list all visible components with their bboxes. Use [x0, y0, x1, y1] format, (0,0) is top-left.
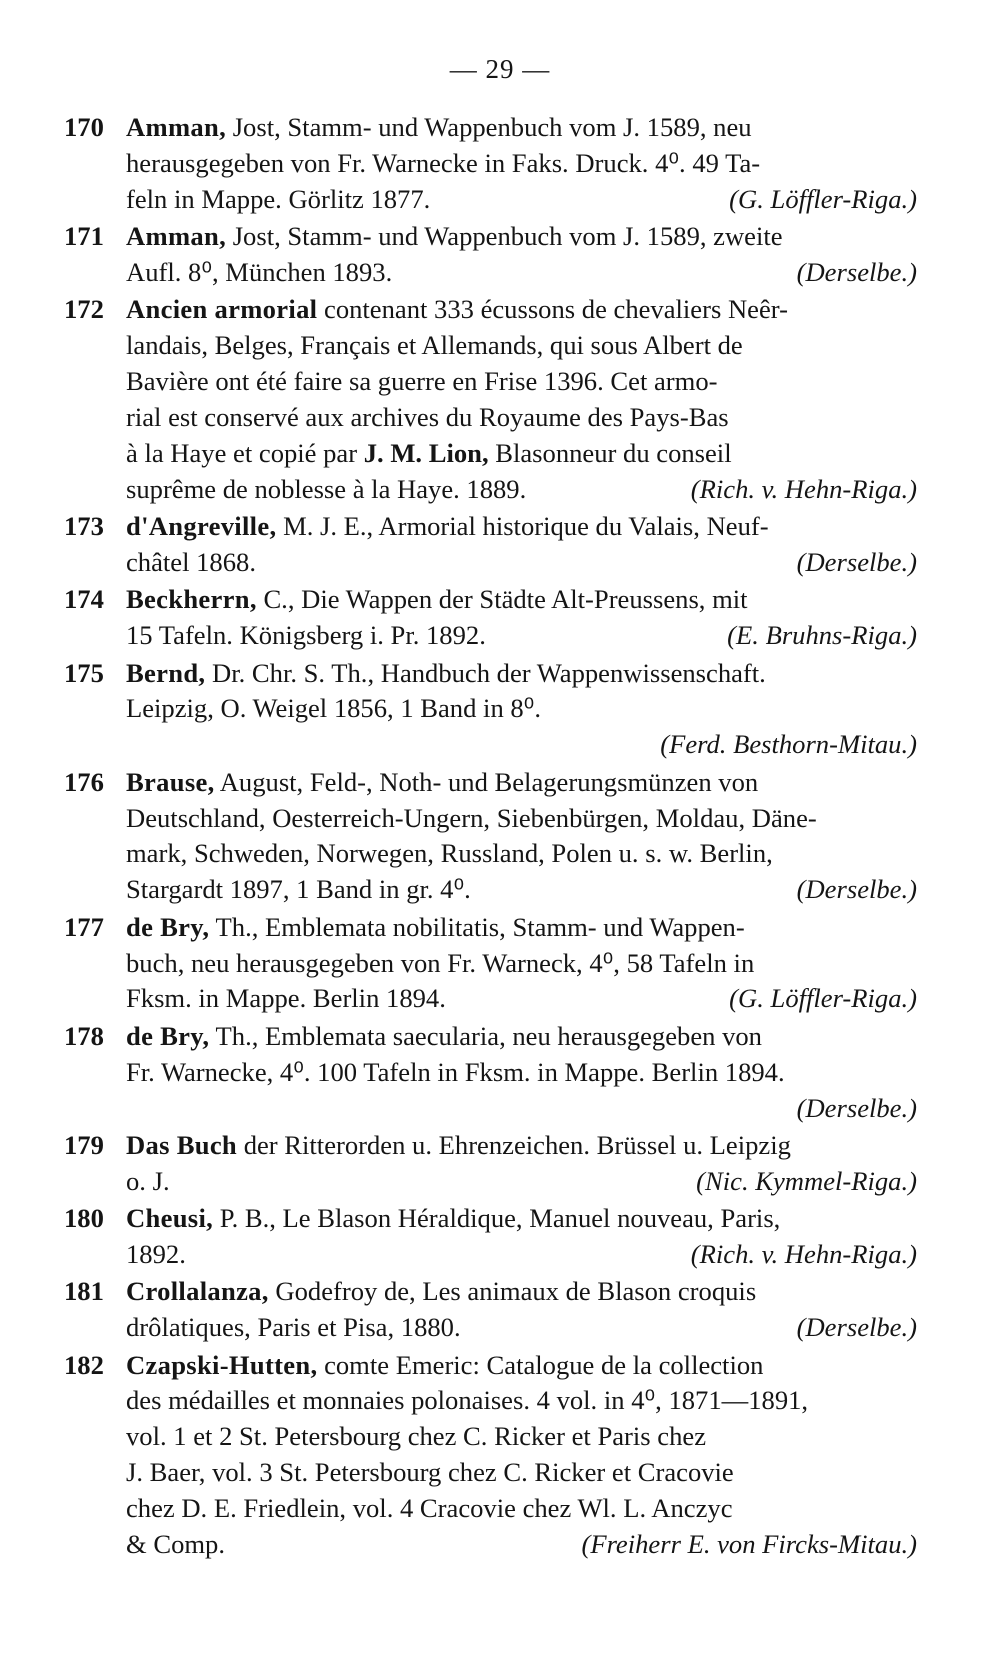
entry-text: Blasonneur du conseil — [488, 437, 732, 468]
entry-text: suprême de noblesse à la Haye. 1889. — [126, 473, 527, 504]
catalog-entry — [64, 910, 939, 1018]
entry-source: (G. Löffler-Riga.) — [729, 183, 917, 214]
entry-text-line — [126, 1201, 939, 1237]
entry-text-line: Fr. Warnecke, 4⁰. 100 Tafeln in Fksm. in Mappe. Berlin 1894. — [126, 1056, 785, 1087]
page-number: — 29 — — [449, 54, 551, 84]
entry-text-line — [126, 872, 939, 908]
entry-source: (G. Löffler-Riga.) — [729, 983, 917, 1014]
entry-text: Aufl. 8⁰, München 1893. — [126, 257, 393, 288]
entry-text: comte Emeric: Catalogue de la collection — [324, 1349, 764, 1380]
catalog-entry — [64, 292, 939, 507]
catalog-entry — [64, 1019, 939, 1127]
entry-source: (Rich. v. Hehn-Riga.) — [690, 473, 917, 504]
entry-text-line — [126, 509, 939, 545]
entry-text: Jost, Stamm- und Wappenbuch vom J. 1589, neu — [232, 112, 752, 142]
entry-number: 174 — [64, 584, 104, 615]
entry-number: 176 — [64, 766, 104, 797]
entry-text: P. B., Le Blason Héraldique, Manuel nouveau, Paris, — [219, 1203, 781, 1234]
entry-text: Godefroy de, Les animaux de Blason croquis — [275, 1276, 757, 1307]
entry-number: 170 — [64, 112, 104, 142]
catalog-entry — [64, 509, 939, 581]
entry-text-line — [126, 110, 939, 146]
entry-text-line: des médailles et monnaies polonaises. 4 vol. in 4⁰, 1871—1891, — [126, 1385, 809, 1416]
entry-author: Beckherrn, — [126, 584, 257, 615]
entry-source: (Derselbe.) — [796, 1092, 917, 1123]
entry-text-line: herausgegeben von Fr. Warnecke in Faks. Druck. 4⁰. 49 Ta- — [126, 147, 761, 178]
entry-number: 175 — [64, 657, 104, 688]
entry-text-line — [126, 981, 939, 1017]
entry-source: (Derselbe.) — [796, 257, 917, 288]
entry-author: de Bry, — [126, 1020, 210, 1051]
entry-text: châtel 1868. — [126, 547, 256, 578]
entry-text-line: landais, Belges, Français et Allemands, qui sous Albert de — [126, 330, 743, 361]
entry-text-line: Leipzig, O. Weigel 1856, 1 Band in 8⁰. — [126, 693, 541, 724]
entry-text: contenant 333 écussons de chevaliers Neêr- — [324, 294, 788, 325]
entry-text-line — [126, 1164, 939, 1200]
catalog-entry — [64, 656, 939, 764]
entry-source: (Nic. Kymmel-Riga.) — [696, 1165, 917, 1196]
catalog-entry — [64, 1348, 939, 1563]
entry-source: (Derselbe.) — [796, 547, 917, 578]
entry-text-line — [126, 618, 939, 654]
entry-text-line — [126, 219, 939, 255]
entry-author: Amman, — [126, 112, 227, 142]
entry-source: (Ferd. Besthorn-Mitau.) — [660, 729, 917, 760]
entry-text: feln in Mappe. Görlitz 1877. — [126, 183, 431, 214]
entry-text: Fksm. in Mappe. Berlin 1894. — [126, 983, 446, 1014]
entry-text-line: Bavière ont été faire sa guerre en Frise 1396. Cet armo- — [126, 366, 718, 397]
entry-text: der Ritterorden u. Ehrenzeichen. Brüssel u. Leipzig — [243, 1129, 791, 1160]
entry-text-line — [126, 1310, 939, 1346]
entry-number: 177 — [64, 911, 104, 942]
entry-text-line: rial est conservé aux archives du Royaume des Pays-Bas — [126, 402, 729, 433]
catalog-list — [64, 110, 939, 1564]
entry-text-line — [126, 1274, 939, 1310]
entry-author: Cheusi, — [126, 1203, 214, 1234]
entry-text-line — [126, 1128, 939, 1164]
entry-number: 172 — [64, 294, 104, 325]
entry-text: M. J. E., Armorial historique du Valais, Neuf- — [283, 511, 769, 542]
entry-author: d'Angreville, — [126, 511, 277, 542]
entry-number: 182 — [64, 1349, 104, 1380]
catalog-entry — [64, 1128, 939, 1200]
entry-text-line: mark, Schweden, Norwegen, Russland, Polen u. s. w. Berlin, — [126, 838, 773, 869]
entry-text: 1892. — [126, 1239, 186, 1269]
entry-source: (E. Bruhns-Riga.) — [727, 620, 917, 651]
entry-text-line — [126, 182, 939, 218]
entry-text: à la Haye et copié par — [126, 437, 364, 468]
entry-source: (Rich. v. Hehn-Riga.) — [690, 1239, 917, 1269]
entry-text-line — [126, 910, 939, 946]
entry-text: drôlatiques, Paris et Pisa, 1880. — [126, 1312, 461, 1343]
entry-author: de Bry, — [126, 911, 210, 942]
entry-number: 178 — [64, 1020, 104, 1051]
catalog-entry — [64, 765, 939, 909]
entry-text-line: buch, neu herausgegeben von Fr. Warneck, 4⁰, 58 Tafeln in — [126, 947, 755, 978]
entry-text: Jost, Stamm- und Wappenbuch vom J. 1589, zweite — [232, 221, 783, 252]
catalog-entry — [64, 110, 939, 218]
entry-source: (Derselbe.) — [796, 874, 917, 905]
entry-text: 15 Tafeln. Königsberg i. Pr. 1892. — [126, 620, 486, 651]
catalog-entry — [64, 582, 939, 654]
entry-text-line — [126, 472, 939, 508]
entry-author: Amman, — [126, 221, 227, 252]
catalog-entry — [64, 219, 939, 291]
entry-text-line — [126, 1237, 939, 1273]
entry-text: Dr. Chr. S. Th., Handbuch der Wappenwissenschaft. — [212, 657, 766, 688]
entry-text-line — [126, 765, 939, 801]
entry-text-line — [126, 656, 939, 692]
entry-number: 179 — [64, 1129, 104, 1160]
entry-text: Stargardt 1897, 1 Band in gr. 4⁰. — [126, 874, 471, 905]
entry-source: (Derselbe.) — [796, 1312, 917, 1343]
entry-text-line — [126, 545, 939, 581]
entry-author: Das Buch — [126, 1129, 238, 1160]
entry-text-line — [126, 1527, 939, 1563]
entry-text-line: chez D. E. Friedlein, vol. 4 Cracovie chez Wl. L. Anczyc — [126, 1493, 733, 1524]
entry-author: Bernd, — [126, 657, 206, 688]
entry-number: 171 — [64, 221, 104, 252]
entry-author: Czapski-Hutten, — [126, 1349, 318, 1380]
entry-text: August, Feld-, Noth- und Belagerungsmünzen von — [219, 766, 759, 797]
entry-text-line: J. Baer, vol. 3 St. Petersbourg chez C. Ricker et Cracovie — [126, 1457, 734, 1488]
entry-text: o. J. — [126, 1165, 170, 1196]
entry-text: & Comp. — [126, 1529, 225, 1560]
entry-text: C., Die Wappen der Städte Alt-Preussens, mit — [263, 584, 748, 615]
entry-text: Th., Emblemata saecularia, neu herausgegeben von — [215, 1020, 762, 1051]
entry-text-line — [126, 436, 939, 472]
entry-number: 181 — [64, 1276, 104, 1307]
entry-text-line: Deutschland, Oesterreich-Ungern, Siebenbürgen, Moldau, Däne- — [126, 802, 817, 833]
entry-author: Brause, — [126, 766, 215, 797]
entry-number: 173 — [64, 511, 104, 542]
entry-person-name: J. M. Lion, — [363, 437, 489, 468]
entry-author: Ancien armorial — [126, 294, 318, 325]
entry-text: Th., Emblemata nobilitatis, Stamm- und Wappen- — [215, 911, 745, 942]
entry-text-line — [126, 582, 939, 618]
entry-author: Crollalanza, — [126, 1276, 269, 1307]
entry-text-line — [126, 1348, 939, 1384]
entry-text-line — [126, 255, 939, 291]
entry-text-line — [126, 1019, 939, 1055]
catalog-entry — [64, 1201, 939, 1273]
entry-number: 180 — [64, 1203, 104, 1234]
entry-text-line — [126, 292, 939, 328]
entry-text-line: vol. 1 et 2 St. Petersbourg chez C. Ricker et Paris chez — [126, 1421, 706, 1452]
entry-source: (Freiherr E. von Fircks-Mitau.) — [581, 1529, 917, 1560]
catalog-entry — [64, 1274, 939, 1346]
